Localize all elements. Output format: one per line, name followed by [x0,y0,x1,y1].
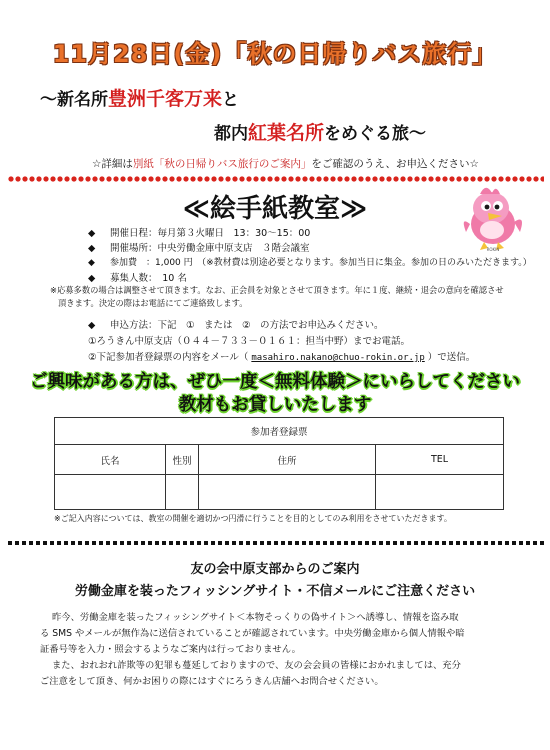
gender-field[interactable] [166,475,199,510]
footer-heading-1: 友の会中原支部からのご案内 [190,562,360,577]
diamond-bullet-icon: ◆ [88,243,96,254]
note-line: 頂きます。決定の際はお電話にてご連絡致します。 [58,298,248,308]
subtitle2-highlight: 紅葉名所 [248,122,325,144]
promo-line-2: 教材もお貸しいたします [178,395,372,415]
details-note [92,156,479,171]
registration-table [54,417,504,510]
details-prefix: ☆詳細は [92,158,133,170]
address-field[interactable] [199,475,376,510]
note-line: ※応募多数の場合は調整させて頂きます。なお、正会員を対象とさせて頂きます。年に１度、継続・退会の意向を確認させ [50,285,504,295]
details-highlight: 別紙「秋の日帰りバス旅行のご案内」 [132,158,312,170]
subtitle-line-2 [214,118,426,145]
para-line: ご注意をして頂き、何かお困りの際にはすぐにろうきん店舗へお問合せください。 [40,676,384,687]
name-field[interactable] [55,475,166,510]
details-suffix: をご確認のうえ、お申込ください☆ [311,158,479,170]
contact-email-link[interactable]: masahiro.nakano@chuo-rokin.or.jp [251,353,425,363]
apply-option-email [88,349,475,363]
info-text: 参加費 ：1,000 円 （※教材費は別途必要となります。参加当日に集金。参加の日のみいただきます。） [110,258,532,268]
registration-footnote: ※ご記入内容については、教室の開催を適切かつ円滑に行うことを目的としてのみ利用をさせていただきます。 [54,514,452,523]
bird-mascot-icon [458,180,528,252]
header-gender: 性別 [166,445,199,475]
info-row-capacity [88,270,187,284]
selection-note [50,284,504,310]
subtitle1-prefix: ～新名所 [40,90,108,110]
apply-label: 申込方法：下記 ① または ② の方法でお申込みください。 [110,320,384,331]
apply-option2-suffix: ）で送信。 [427,352,476,363]
diamond-bullet-icon: ◆ [88,320,96,331]
subtitle2-prefix: 都内 [214,124,248,144]
info-text: 募集人数： 10 名 [110,273,187,284]
para-line: る SMS やメールが無作為に送信されていることが確認されています。中央労働金庫から個人情報や暗 [40,628,465,639]
event-title: 11月28日(金)「秋の日帰りバス旅行」 [52,40,498,68]
header-tel: TEL [376,445,504,475]
subtitle1-suffix: と [222,90,240,110]
info-row-fee [88,255,532,268]
info-text: 開催日程：毎月第３火曜日 13：30～15：00 [110,228,311,239]
header-name: 氏名 [55,445,166,475]
phishing-paragraph [40,610,510,690]
info-text: 開催場所：中央労働金庫中原支店 ３階会議室 [110,243,310,254]
subtitle-line-1 [40,84,239,111]
dashed-divider [8,541,544,545]
para-line: また、おれおれ詐欺等の犯罪も蔓延しておりますので、友の会会員の皆様におかれましては、充分 [52,660,461,671]
footer-heading-2: 労働金庫を装ったフィッシングサイト・不信メールにご注意ください [74,584,476,599]
apply-option-phone: ①ろうきん中原支店（０４４－７３３－０１６１：担当中野）までお電話。 [88,336,411,347]
diamond-bullet-icon: ◆ [88,273,96,284]
info-row-schedule [88,225,310,239]
subtitle2-suffix: をめぐる旅～ [324,124,427,144]
subtitle1-highlight: 豊洲千客万来 [108,88,223,110]
diamond-bullet-icon: ◆ [88,258,95,268]
diamond-bullet-icon: ◆ [88,228,96,239]
promo-line-1: ご興味がある方は、ぜひ一度＜無料体験＞にいらしてください [30,372,520,392]
mascot-label: ROKIN [486,247,500,252]
para-line: 証番号等を入力・照会するようなご案内は行っておりません。 [40,644,301,655]
class-title: ≪絵手紙教室≫ [182,194,368,224]
tel-field[interactable] [376,475,504,510]
apply-option2-prefix: ②下記参加者登録票の内容をメール（ [88,352,249,363]
apply-method [88,317,384,331]
para-line: 昨今、労働金庫を装ったフィッシングサイト＜本物そっくりの偽サイト＞へ誘導し、情報を盗み取 [52,612,459,623]
registration-title: 参加者登録票 [55,418,504,445]
header-address: 住所 [199,445,376,475]
info-row-venue [88,240,310,254]
